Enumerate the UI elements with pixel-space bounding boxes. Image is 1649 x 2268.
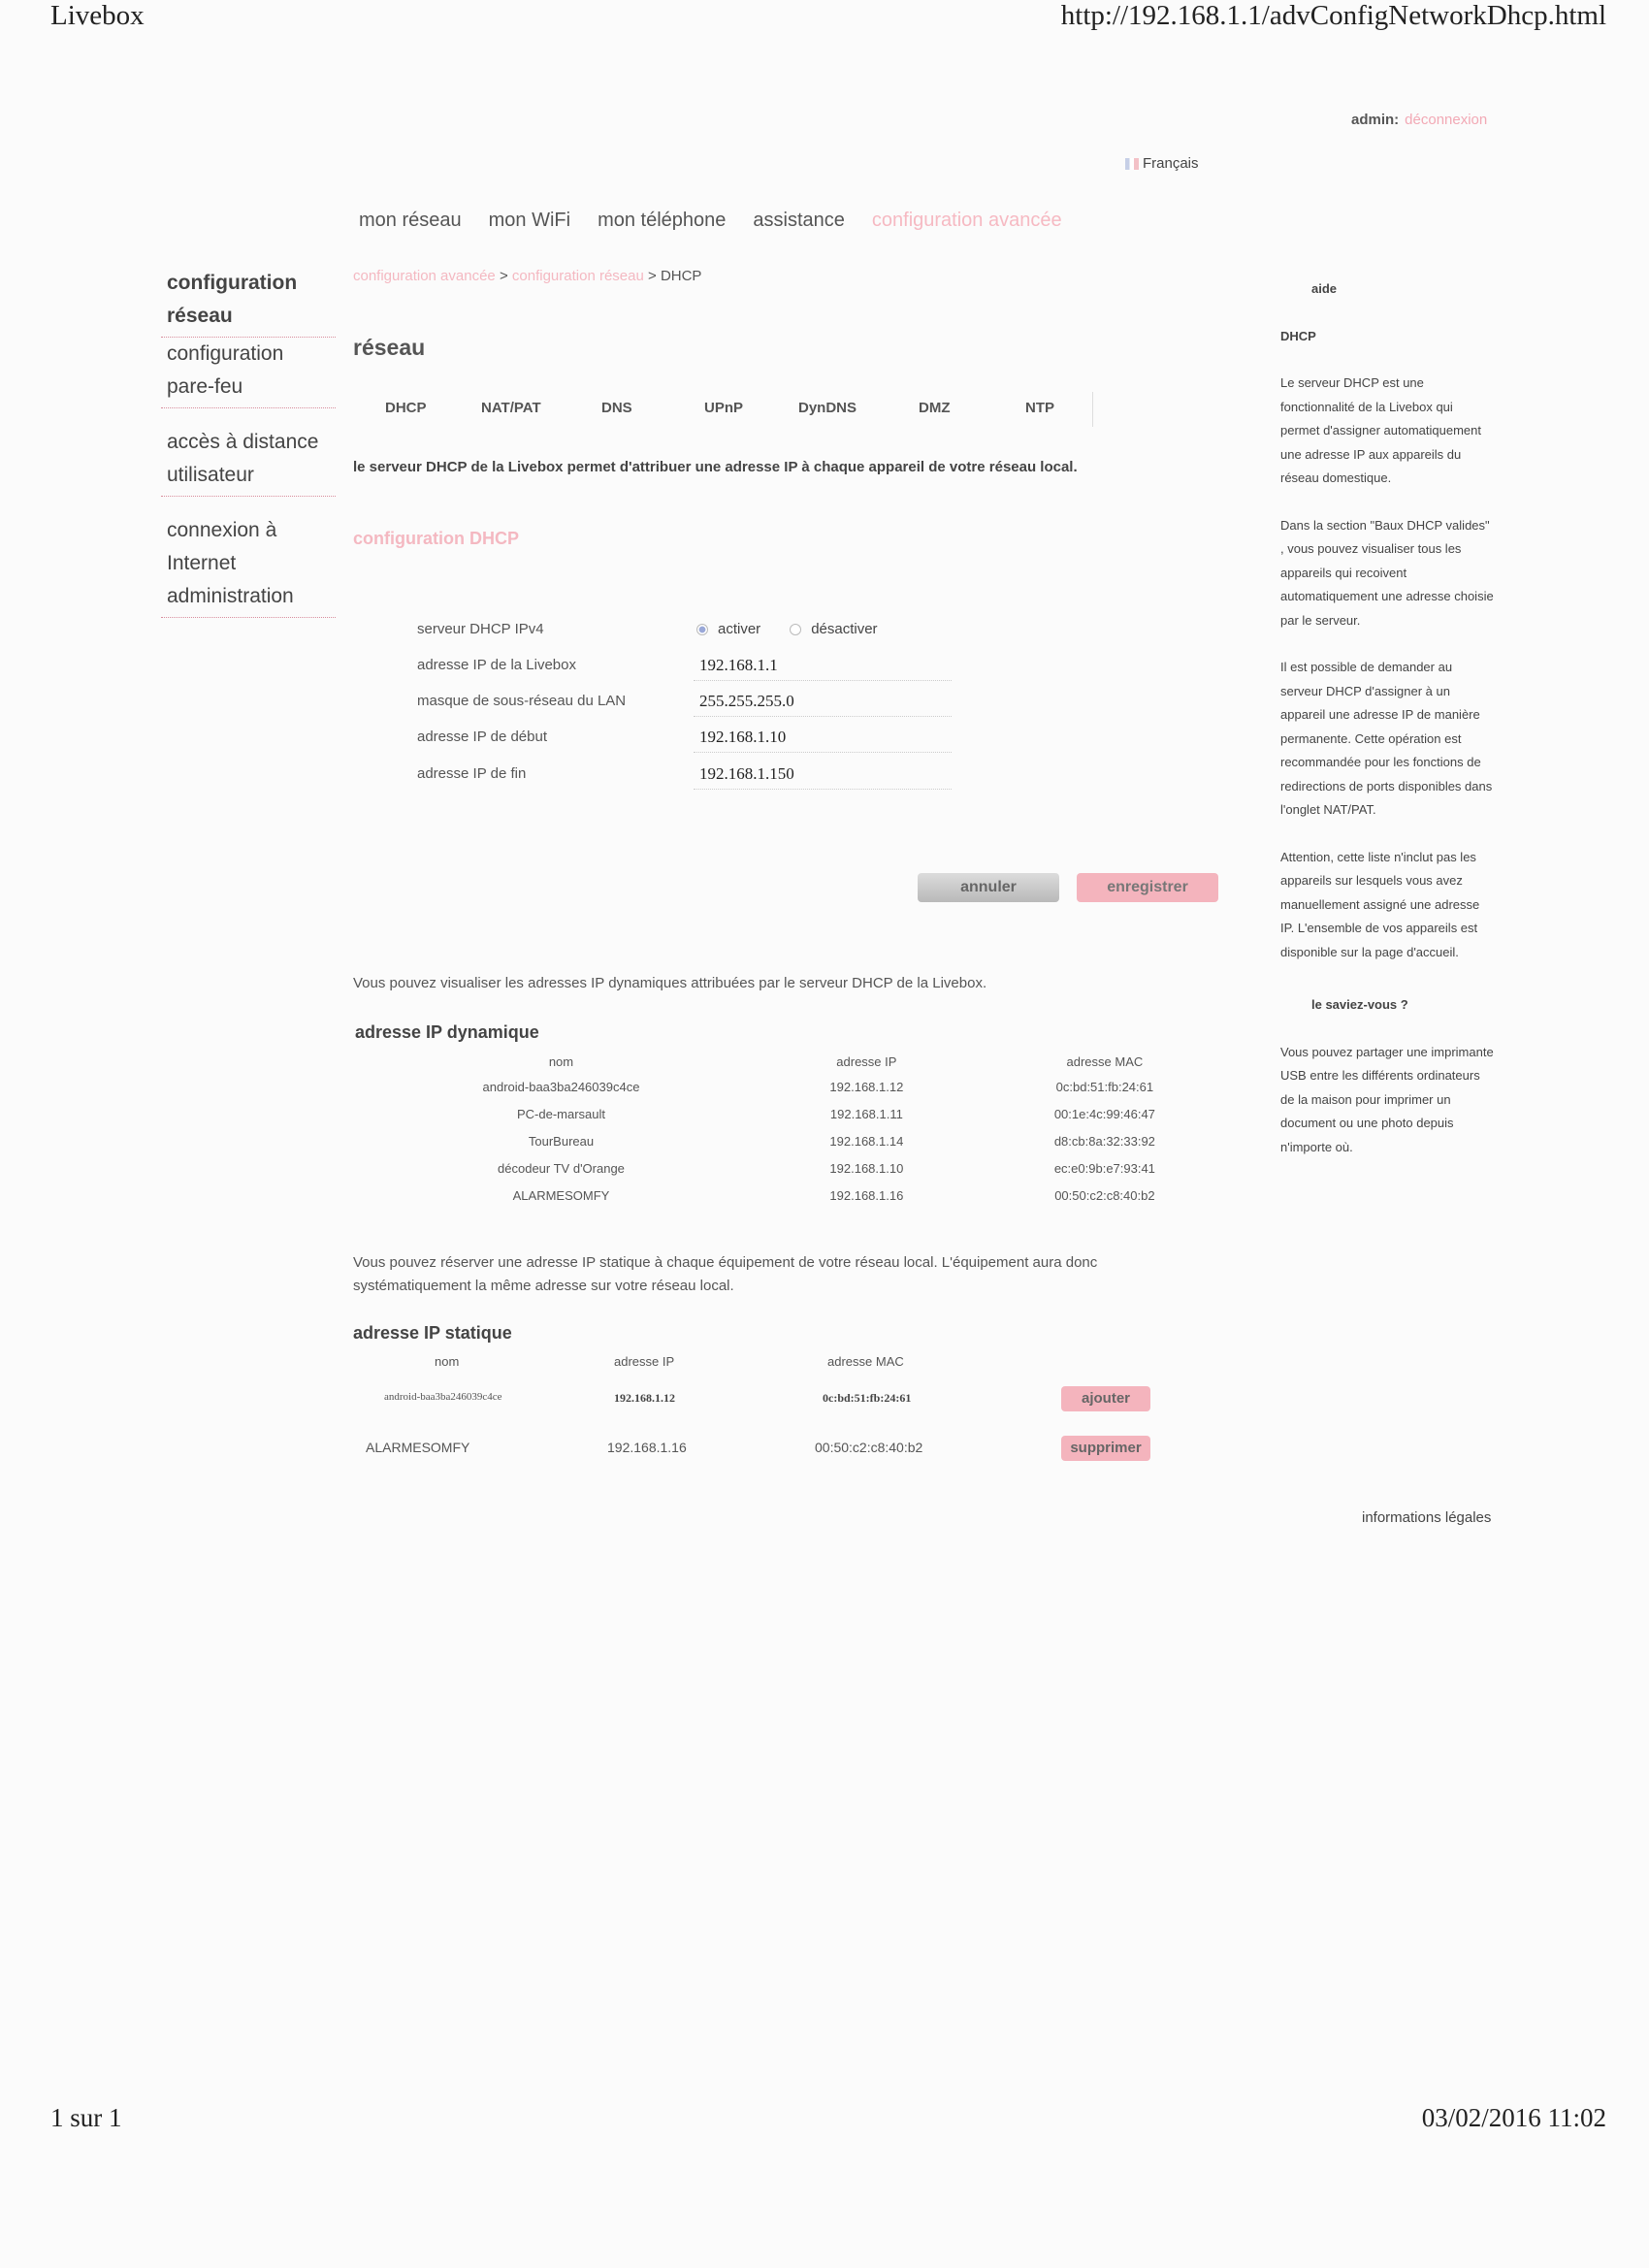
livebox-ip-label: adresse IP de la Livebox: [417, 657, 576, 673]
device-name: android-baa3ba246039c4ce: [482, 1079, 640, 1094]
end-ip-label: adresse IP de fin: [417, 765, 527, 782]
device-name: décodeur TV d'Orange: [498, 1160, 625, 1176]
tab-bar: [353, 392, 1093, 427]
table-row: [353, 1073, 1245, 1100]
static-row-ip: 192.168.1.16: [607, 1440, 687, 1455]
column-header-name: nom: [548, 1053, 574, 1069]
sidebar-item-label: configuration: [167, 342, 284, 365]
static-intro: Vous pouvez réserver une adresse IP statique à chaque équipement de votre réseau local. L'équipement aura donc systématiquement la même adresse sur votre réseau local.: [353, 1254, 1098, 1294]
start-ip-field[interactable]: 192.168.1.10: [694, 722, 952, 753]
language-label: Français: [1143, 155, 1199, 172]
table-row: [353, 1182, 1245, 1209]
dhcp-server-radio-group: [696, 621, 878, 637]
static-column-ip: adresse IP: [614, 1354, 675, 1369]
logout-link[interactable]: déconnexion: [1405, 112, 1488, 128]
deactivate-label: désactiver: [811, 621, 878, 637]
legal-link[interactable]: informations légales: [1362, 1509, 1492, 1526]
breadcrumb-separator: >: [648, 268, 657, 284]
device-name: TourBureau: [528, 1133, 595, 1149]
tab-dyndns[interactable]: DynDNS: [798, 400, 857, 416]
sidebar-item-configuration-reseau[interactable]: [161, 267, 336, 338]
tab-upnp[interactable]: UPnP: [704, 400, 744, 416]
dhcp-server-label: serveur DHCP IPv4: [417, 621, 544, 637]
nav-mon-wifi[interactable]: mon WiFi: [488, 210, 571, 231]
device-name: PC-de-marsault: [516, 1106, 605, 1121]
print-footer-page: 1 sur 1: [50, 2103, 122, 2132]
table-row: [353, 1100, 1245, 1127]
save-button[interactable]: enregistrer: [1077, 873, 1218, 902]
help-paragraph: Le serveur DHCP est une fonctionnalité de la Livebox qui permet d'assigner automatiquement une adresse IP aux appareils du réseau domestique.: [1280, 375, 1481, 485]
flag-icon: [1125, 158, 1139, 170]
static-new-ip[interactable]: 192.168.1.12: [614, 1391, 675, 1405]
sidebar-item-label: pare-feu: [167, 375, 243, 398]
column-header-mac: adresse MAC: [1066, 1053, 1144, 1069]
sidebar-item-administration[interactable]: administration: [167, 585, 294, 607]
sidebar: [161, 267, 336, 618]
static-row-name: ALARMESOMFY: [366, 1440, 470, 1455]
sidebar-item-label: connexion à: [167, 519, 277, 541]
nav-mon-telephone[interactable]: mon téléphone: [598, 210, 727, 231]
sidebar-item-label: réseau: [167, 305, 233, 327]
page-title: réseau: [353, 335, 426, 360]
start-ip-label: adresse IP de début: [417, 729, 547, 745]
static-column-name: nom: [435, 1354, 460, 1369]
static-title: adresse IP statique: [353, 1323, 512, 1343]
help-paragraph: Attention, cette liste n'inclut pas les appareils sur lesquels vous avez manuellement assigné une adresse IP. L'ensemble de vos appareils est disponible sur la page d'accueil.: [1280, 849, 1480, 959]
section-title-dhcp: configuration DHCP: [353, 529, 519, 548]
table-row: [353, 1127, 1245, 1154]
intro-text: le serveur DHCP de la Livebox permet d'attribuer une adresse IP à chaque appareil de votre réseau local.: [353, 459, 1078, 475]
device-mac: ec:e0:9b:e7:93:41: [1053, 1160, 1155, 1176]
sidebar-item-label: Internet: [167, 552, 237, 574]
tab-ntp[interactable]: NTP: [1025, 400, 1054, 416]
help-title: aide: [1311, 281, 1338, 296]
help-subtitle: DHCP: [1280, 328, 1316, 343]
nav-mon-reseau[interactable]: mon réseau: [359, 210, 462, 231]
dynamic-title: adresse IP dynamique: [355, 1022, 539, 1042]
deactivate-radio[interactable]: [790, 624, 801, 635]
device-ip: 192.168.1.12: [829, 1079, 904, 1094]
print-header-title: Livebox: [50, 0, 145, 31]
main-nav: [359, 210, 1089, 232]
nav-assistance[interactable]: assistance: [753, 210, 845, 231]
static-new-mac[interactable]: 0c:bd:51:fb:24:61: [823, 1391, 912, 1405]
print-footer-datetime: 03/02/2016 11:02: [1421, 2103, 1606, 2132]
cancel-button[interactable]: annuler: [918, 873, 1059, 902]
sidebar-item-label: utilisateur: [167, 464, 254, 486]
account-bar: [1351, 112, 1487, 128]
activate-radio[interactable]: [696, 624, 708, 635]
delete-button[interactable]: supprimer: [1061, 1436, 1150, 1461]
sidebar-item-configuration-pare-feu[interactable]: [161, 338, 336, 408]
nav-configuration-avancee[interactable]: configuration avancée: [871, 210, 1062, 231]
device-name: ALARMESOMFY: [512, 1187, 610, 1203]
sidebar-item-label: accès à distance: [167, 431, 319, 453]
breadcrumb-current: DHCP: [660, 268, 702, 284]
device-ip: 192.168.1.11: [829, 1106, 903, 1121]
tab-dns[interactable]: DNS: [601, 400, 632, 416]
device-ip: 192.168.1.16: [829, 1187, 904, 1203]
device-mac: 00:1e:4c:99:46:47: [1053, 1106, 1155, 1121]
user-label: admin:: [1351, 112, 1400, 128]
device-ip: 192.168.1.14: [829, 1133, 904, 1149]
breadcrumb: [353, 268, 701, 284]
dynamic-intro: Vous pouvez visualiser les adresses IP dynamiques attribuées par le serveur DHCP de la Livebox.: [353, 975, 987, 991]
tip-title: le saviez-vous ?: [1311, 997, 1408, 1012]
device-mac: 0c:bd:51:fb:24:61: [1055, 1079, 1154, 1094]
breadcrumb-separator: >: [499, 268, 508, 284]
device-mac: d8:cb:8a:32:33:92: [1053, 1133, 1155, 1149]
static-new-name[interactable]: android-baa3ba246039c4ce: [384, 1391, 502, 1403]
table-row: [353, 1154, 1245, 1182]
subnet-mask-field[interactable]: 255.255.255.0: [694, 686, 952, 717]
sidebar-item-label: configuration: [167, 272, 298, 294]
help-paragraph: Dans la section "Baux DHCP valides" , vous pouvez visualiser tous les appareils qui recoivent automatiquement une adresse choisie par le serveur.: [1280, 517, 1494, 628]
breadcrumb-configuration-avancee[interactable]: configuration avancée: [353, 268, 496, 284]
print-header-url: http://192.168.1.1/advConfigNetworkDhcp.html: [1060, 0, 1606, 31]
livebox-ip-field[interactable]: 192.168.1.1: [694, 650, 952, 681]
breadcrumb-configuration-reseau[interactable]: configuration réseau: [511, 268, 644, 284]
activate-label: activer: [718, 621, 761, 637]
static-row-mac: 00:50:c2:c8:40:b2: [815, 1440, 923, 1455]
dynamic-ip-table: [353, 1050, 1245, 1209]
sidebar-item-acces-distance[interactable]: [161, 426, 336, 497]
language-selector[interactable]: [1125, 155, 1199, 172]
sidebar-item-connexion-internet[interactable]: [161, 514, 336, 618]
help-paragraph: Il est possible de demander au serveur DHCP d'assigner à un appareil une adresse IP de manière permanente. Cette opération est recommandée pour les fonctions de redirections de ports disponibles dans l'onglet NAT/PAT.: [1280, 660, 1493, 817]
device-mac: 00:50:c2:c8:40:b2: [1054, 1187, 1155, 1203]
subnet-mask-label: masque de sous-réseau du LAN: [417, 693, 627, 709]
help-panel: [1280, 277, 1494, 1183]
tab-dmz[interactable]: DMZ: [919, 400, 951, 416]
static-column-mac: adresse MAC: [827, 1354, 904, 1369]
end-ip-field[interactable]: 192.168.1.150: [694, 759, 952, 790]
tab-dhcp[interactable]: DHCP: [385, 400, 427, 416]
tab-nat-pat[interactable]: NAT/PAT: [481, 400, 541, 416]
tip-text: Vous pouvez partager une imprimante USB entre les différents ordinateurs de la maison pour imprimer un document ou une photo depuis n'importe où.: [1280, 1044, 1494, 1154]
device-ip: 192.168.1.10: [829, 1160, 904, 1176]
add-button[interactable]: ajouter: [1061, 1386, 1150, 1411]
column-header-ip: adresse IP: [836, 1053, 897, 1069]
